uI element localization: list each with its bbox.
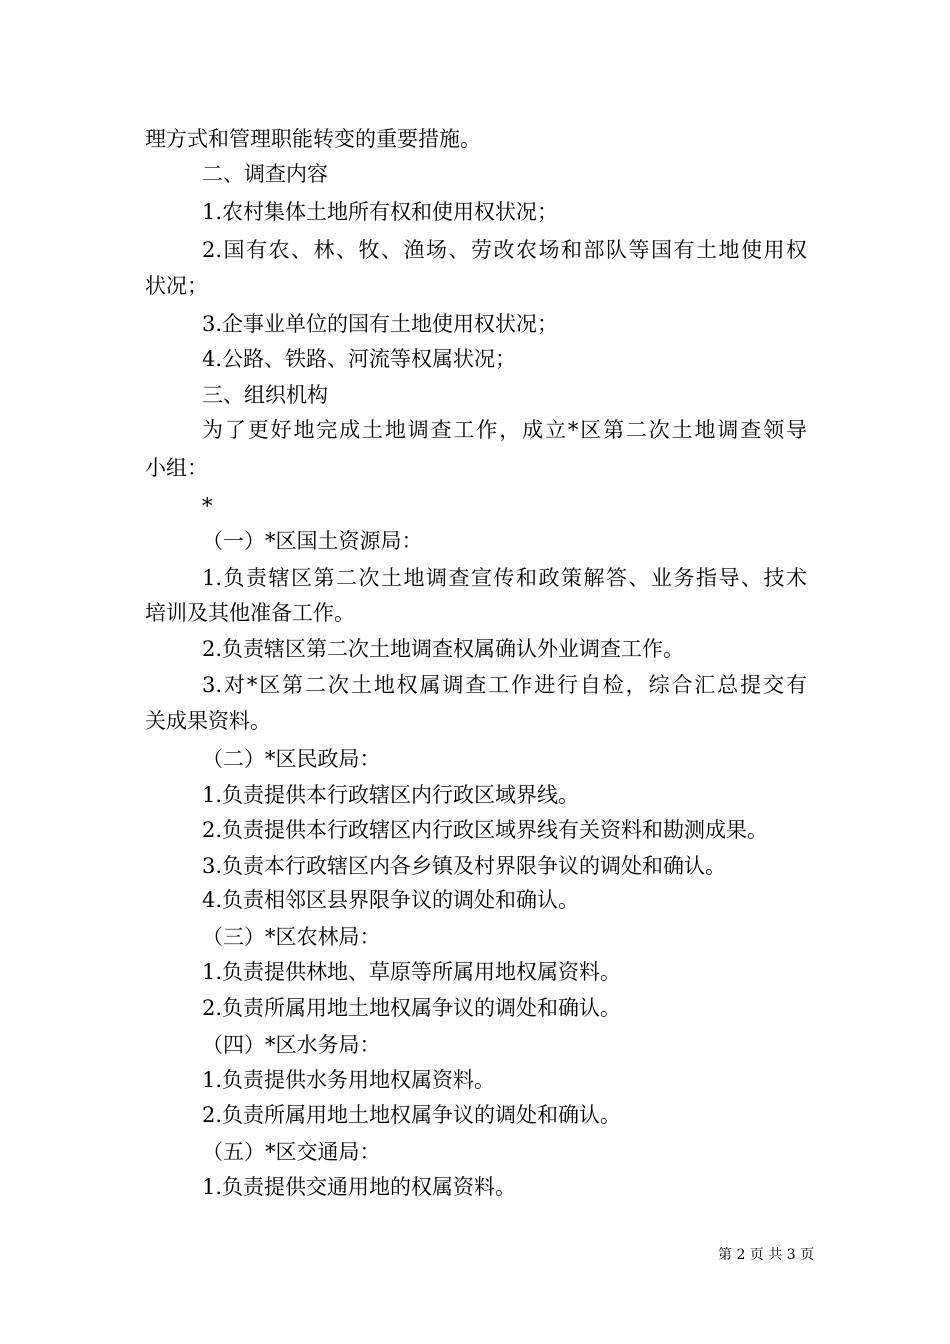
subsection-heading: （三）*区农林局： [202,925,381,949]
list-item: 2.负责所属用地土地权属争议的调处和确认。 [202,1103,622,1127]
list-item: 1.负责提供林地、草原等所属用地权属资料。 [202,960,622,984]
list-item: 1.负责辖区第二次土地调查宣传和政策解答、业务指导、技术 [202,566,807,590]
subsection-heading: （五）*区交通局： [202,1140,381,1164]
list-item: 3.企事业单位的国有土地使用权状况； [202,312,559,336]
list-item: 4.公路、铁路、河流等权属状况； [202,347,517,371]
list-item: 2.负责所属用地土地权属争议的调处和确认。 [202,996,622,1020]
list-item: 4.负责相邻区县界限争议的调处和确认。 [202,888,580,912]
list-item: 2.负责提供本行政辖区内行政区域界线有关资料和勘测成果。 [202,818,769,842]
text-line: 培训及其他准备工作。 [145,601,355,625]
text-line: 关成果资料。 [145,709,271,733]
list-item: 1.农村集体土地所有权和使用权状况； [202,200,559,224]
text-line: * [202,494,213,518]
text-line: 理方式和管理职能转变的重要措施。 [145,127,481,151]
section-heading: 二、调查内容 [202,162,328,186]
page-number: 第 2 页 共 3 页 [718,1247,815,1263]
text-line: 为了更好地完成土地调查工作，成立*区第二次土地调查领导 [202,418,807,442]
list-item: 3.负责本行政辖区内各乡镇及村界限争议的调处和确认。 [202,854,727,878]
subsection-heading: （四）*区水务局： [202,1033,381,1057]
text-line: 小组： [145,456,208,480]
list-item: 1.负责提供水务用地权属资料。 [202,1068,496,1092]
list-item: 2.负责辖区第二次土地调查权属确认外业调查工作。 [202,637,685,661]
subsection-heading: （一）*区国土资源局： [202,529,423,553]
list-item: 2.国有农、林、牧、渔场、劳改农场和部队等国有土地使用权 [202,238,807,262]
list-item: 1.负责提供交通用地的权属资料。 [202,1175,517,1199]
list-item: 3.对*区第二次土地权属调查工作进行自检，综合汇总提交有 [202,673,807,697]
section-heading: 三、组织机构 [202,383,328,407]
text-line: 状况； [145,274,208,298]
subsection-heading: （二）*区民政局： [202,747,381,771]
list-item: 1.负责提供本行政辖区内行政区域界线。 [202,783,580,807]
